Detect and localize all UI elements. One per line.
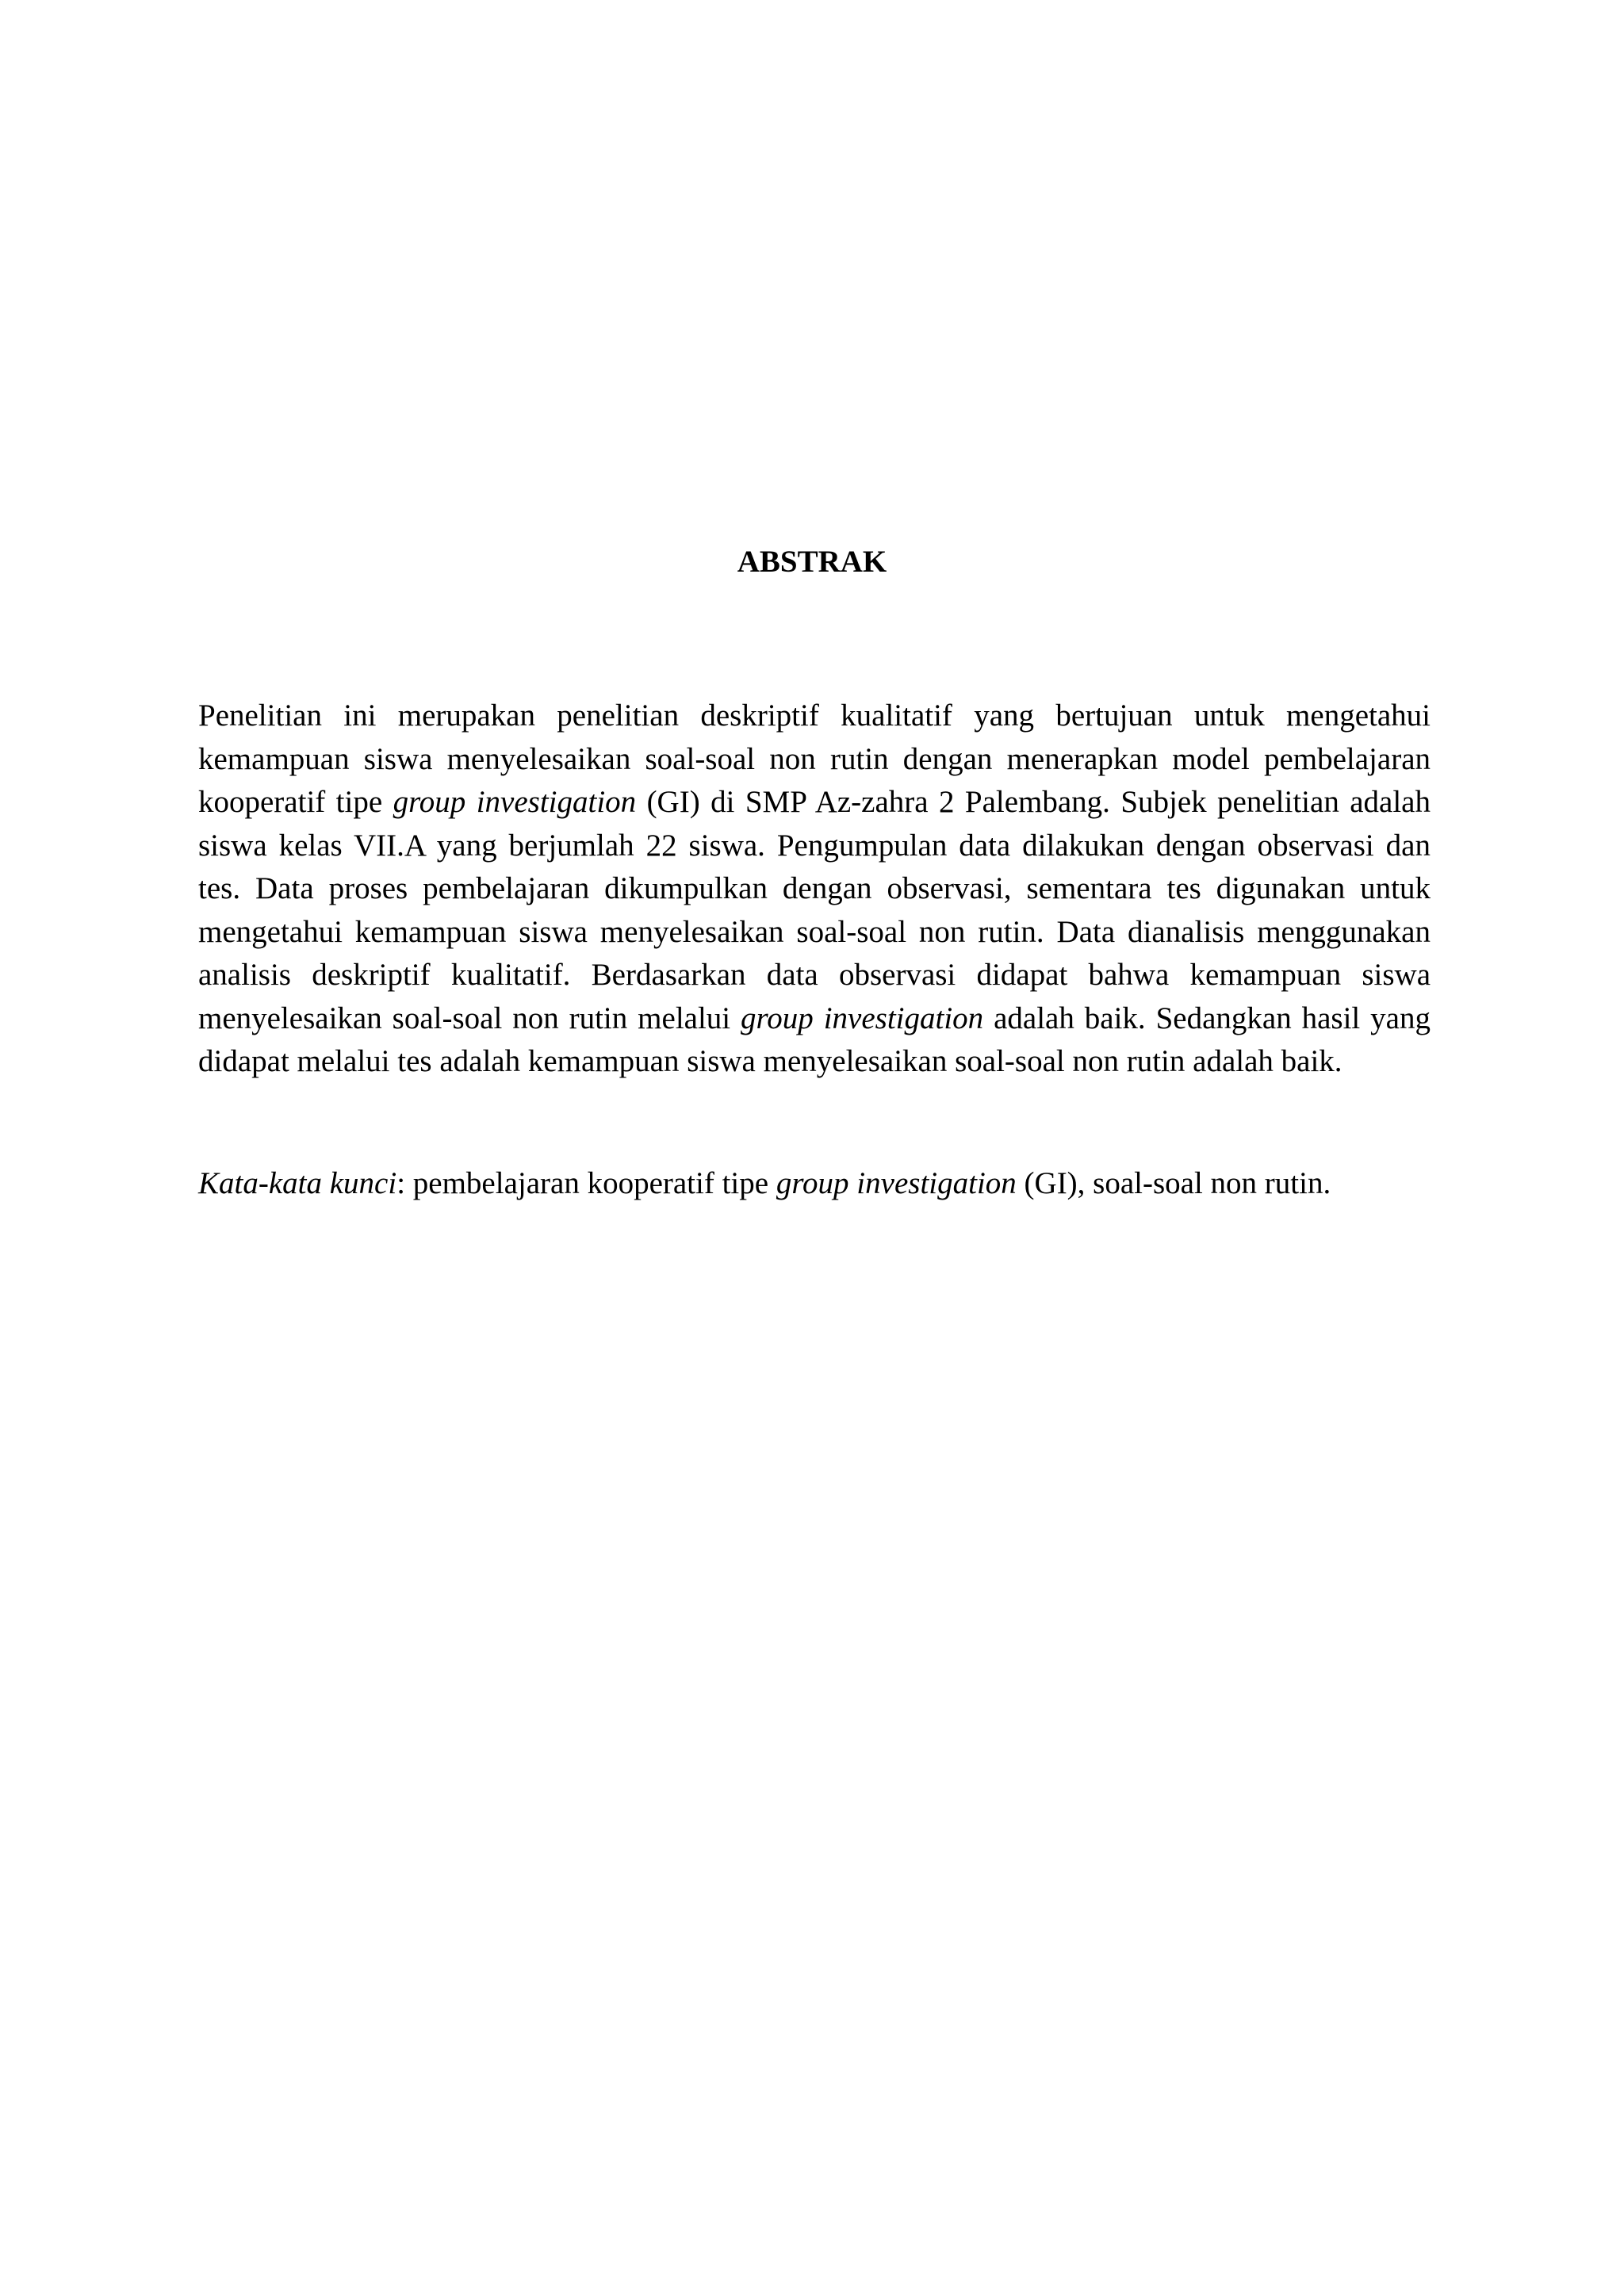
page-title: ABSTRAK <box>737 545 887 579</box>
keywords-text: (GI), soal-soal non rutin. <box>1016 1166 1331 1200</box>
keywords-line <box>198 1162 1431 1205</box>
keywords-text: pembelajaran kooperatif tipe <box>412 1166 776 1200</box>
keywords-label: Kata-kata kunci <box>198 1166 397 1200</box>
keywords-separator: : <box>396 1166 413 1200</box>
keywords-term: group investigation <box>776 1166 1017 1200</box>
abstract-paragraph <box>198 695 1431 1084</box>
abstract-term: group investigation <box>393 785 637 819</box>
abstract-text: adalah baik. Sedangkan hasil yang didapat melalui tes adalah kemampuan siswa menyelesaikan soal-soal non rutin adalah baik. <box>198 1001 1431 1078</box>
abstract-text: (GI) di SMP Az-zahra 2 Palembang. Subjek penelitian adalah siswa kelas VII.A yang berjumlah 22 siswa. Pengumpulan data dilakukan dengan observasi dan tes. Data proses pembelajaran dikumpulkan dengan observasi, sementara tes digunakan untuk mengetahui kemampuan siswa menyelesaikan soal-soal non rutin. Data dianalisis menggunakan analisis deskriptif kualitatif. Berdasarkan data observasi didapat bahwa kemampuan siswa menyelesaikan soal-soal non rutin melalui <box>198 785 1431 1035</box>
abstract-text: Penelitian ini merupakan penelitian deskriptif kualitatif yang bertujuan untuk mengetahui kemampuan siswa menyelesaikan soal-soal non rutin dengan menerapkan model pembelajaran kooperatif tipe <box>198 698 1431 819</box>
abstract-term: group investigation <box>741 1001 984 1035</box>
